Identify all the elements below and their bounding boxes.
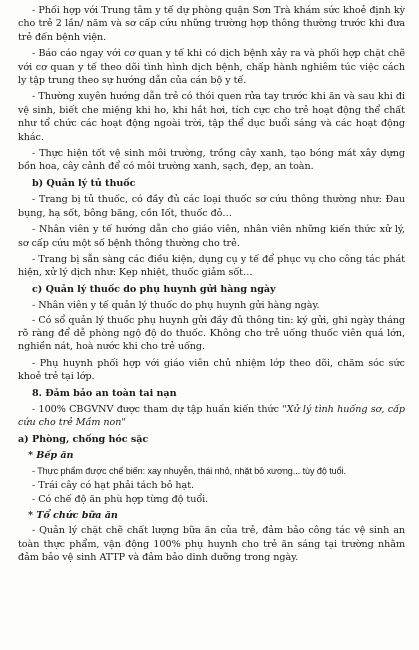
subheading-meal-label: Tổ chức bữa ăn bbox=[36, 509, 118, 521]
paragraph-medicine-management: - Nhân viên y tế quản lý thuốc do phụ huynh gửi hàng ngày. bbox=[32, 300, 320, 312]
paragraph-fruit-seeds: - Trái cây có hạt phải tách bỏ hạt. bbox=[32, 480, 195, 491]
heading-choking-prevention: a) Phòng, chống hóc sặc bbox=[18, 433, 149, 445]
training-text: - 100% CBGVNV được tham dự tập huấn kiến thức bbox=[32, 403, 283, 415]
paragraph-training bbox=[18, 403, 405, 430]
training-course-title: "Xử lý tình huống sơ, cấp cứu cho trẻ Mầm non" bbox=[18, 403, 405, 429]
bullet-star: * bbox=[28, 509, 37, 521]
paragraph-meal-quality: - Quản lý chặt chẽ chất lượng bữa ăn của trẻ, đảm bảo công tác vệ sinh an toàn thực phẩm, vận động 100% phụ huynh cho trẻ ăn sáng tại trường nhằm đảm bảo vệ sinh ATTP và đảm bảo dinh dưỡng trong ngày. bbox=[18, 525, 405, 564]
subheading-kitchen bbox=[28, 449, 405, 462]
subheading-meal-organization bbox=[28, 509, 405, 522]
heading-medicine-cabinet: b) Quản lý tủ thuốc bbox=[32, 177, 136, 189]
paragraph-parent-cooperation: - Phụ huynh phối hợp với giáo viên chủ nhiệm lớp theo dõi, chăm sóc sức khoẻ trẻ tại lớp. bbox=[18, 357, 405, 383]
paragraph-food-prep: - Thực phẩm được chế biến: xay nhuyễn, thái nhỏ, nhặt bỏ xương... tùy độ tuổi. bbox=[32, 465, 346, 476]
paragraph-age-diet: - Có chế độ ăn phù hợp từng độ tuổi. bbox=[32, 494, 209, 506]
paragraph-medicine-log: - Có sổ quản lý thuốc phụ huynh gửi đầy đủ thông tin: ký gửi, ghi ngày tháng rõ ràng để dễ phòng ngộ độ do thuốc. Không cho trẻ uống thuốc viên quá lớn, nghiền nát, hoà nước khi cho trẻ uống. bbox=[18, 314, 405, 353]
heading-accident-safety: 8. Đảm bảo an toàn tai nạn bbox=[32, 387, 177, 399]
paragraph-staff-guidance: - Nhân viên y tế hướng dẫn cho giáo viên, nhân viên những kiến thức xử lý, sơ cấp cứu một số bệnh thông thường cho trẻ. bbox=[18, 224, 405, 249]
paragraph-epidemic-report: - Báo cáo ngay với cơ quan y tế khi có dịch bệnh xảy ra và phối hợp chặt chẽ với cơ quan y tế theo dõi tình hình dịch bệnh, chấp hành nghiêm túc việc cách ly tập trung theo sự hướng dẫn của cán bộ y tế. bbox=[18, 48, 405, 87]
paragraph-health-checkup: - Phối hợp với Trung tâm y tế dự phòng quận Sơn Trà khám sức khoẻ định kỳ cho trẻ 2 lần/ năm và sơ cấp cứu những trường hợp thông thường trước khi đưa trẻ đến bệnh viện. bbox=[18, 5, 405, 43]
heading-parent-medicine: c) Quản lý thuốc do phụ huynh gửi hàng ngày bbox=[32, 283, 276, 295]
paragraph-hygiene-habits: - Thường xuyên hướng dẫn trẻ có thói quen rửa tay trước khi ăn và sau khi đi vệ sinh, biết che miệng khi ho, khi hắt hơi, tích cực cho trẻ hoạt động thể chất như tổ chức các hoạt động ngoài trời, tập thể dục buổi sáng và các hoạt động khác. bbox=[18, 91, 405, 143]
subheading-kitchen-label: Bếp ăn bbox=[36, 450, 74, 462]
bullet-star: * bbox=[28, 450, 37, 462]
paragraph-epidemic-tools: - Trang bị sẵn sàng các điều kiện, dụng cụ y tế để phục vụ cho công tác phát hiện, xử lý dịch như: Kẹp nhiệt, thuốc giảm sốt… bbox=[18, 253, 405, 279]
paragraph-cabinet-equipment: - Trang bị tủ thuốc, có đầy đủ các loại thuốc sơ cứu thông thường như: Đau bụng, hạ sốt, bông băng, cồn Iốt, thuốc đỏ… bbox=[18, 194, 405, 219]
paragraph-environment: - Thực hiện tốt vệ sinh môi trường, trồng cây xanh, tạo bóng mát xây dựng bồn hoa, cây cảnh để có môi trường xanh, sạch, đẹp, an toàn. bbox=[18, 148, 405, 173]
